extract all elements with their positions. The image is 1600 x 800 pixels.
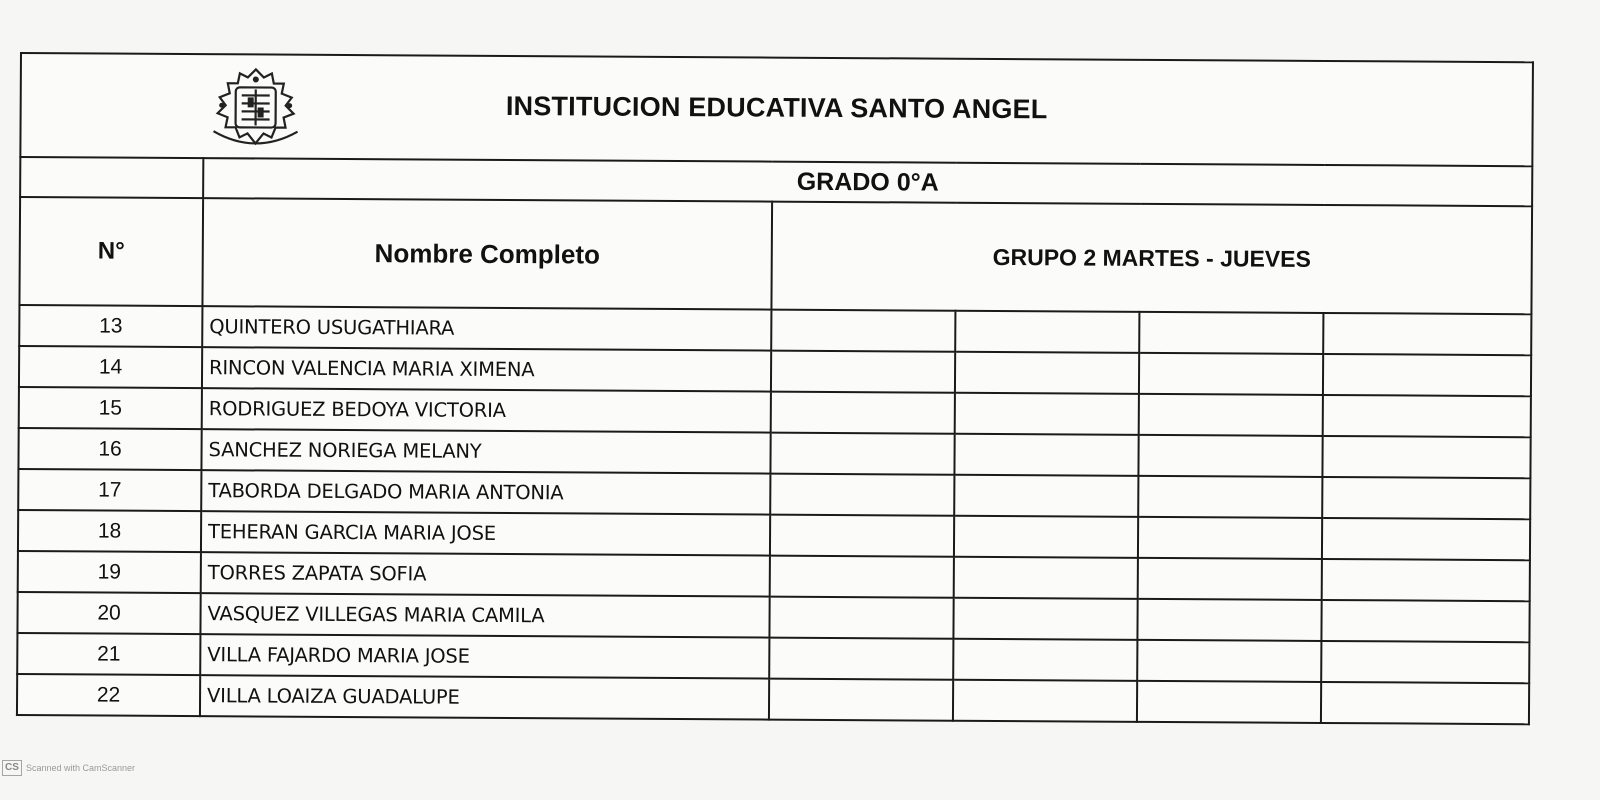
attendance-cell bbox=[1322, 518, 1530, 560]
attendance-cell bbox=[1138, 435, 1322, 477]
attendance-cell bbox=[1139, 312, 1323, 354]
attendance-cell bbox=[953, 680, 1137, 722]
attendance-cell bbox=[1139, 394, 1323, 436]
attendance-cell bbox=[954, 557, 1138, 599]
row-number: 22 bbox=[17, 674, 200, 716]
student-name: SANCHEZ NORIEGA MELANY bbox=[201, 429, 770, 473]
scanner-watermark bbox=[2, 760, 135, 776]
student-name: TABORDA DELGADO MARIA ANTONIA bbox=[201, 470, 770, 514]
attendance-cell bbox=[1323, 395, 1531, 437]
attendance-cell bbox=[1323, 354, 1531, 396]
scanner-text: Scanned with CamScanner bbox=[26, 763, 136, 773]
grade-label: GRADO 0°A bbox=[203, 158, 1532, 206]
student-name: QUINTERO USUGATHIARA bbox=[202, 306, 771, 350]
attendance-cell bbox=[955, 311, 1139, 353]
header-full-name: Nombre Completo bbox=[202, 198, 772, 309]
attendance-cell bbox=[1138, 476, 1322, 518]
student-name: TORRES ZAPATA SOFIA bbox=[201, 552, 770, 596]
attendance-cell bbox=[1323, 313, 1531, 355]
student-name: TEHERAN GARCIA MARIA JOSE bbox=[201, 511, 770, 555]
blank-cell bbox=[20, 157, 203, 198]
attendance-cell bbox=[953, 598, 1137, 640]
student-name: RODRIGUEZ BEDOYA VICTORIA bbox=[202, 388, 771, 432]
attendance-cell bbox=[955, 393, 1139, 435]
attendance-cell bbox=[955, 352, 1139, 394]
attendance-cell bbox=[1137, 681, 1321, 723]
attendance-cell bbox=[1321, 600, 1529, 642]
student-name: VILLA LOAIZA GUADALUPE bbox=[200, 675, 769, 719]
attendance-cell bbox=[769, 679, 953, 721]
attendance-cell bbox=[769, 638, 953, 680]
attendance-cell bbox=[1137, 640, 1321, 682]
row-number: 20 bbox=[17, 592, 200, 634]
attendance-cell bbox=[1322, 436, 1530, 478]
title-row bbox=[20, 53, 1533, 166]
row-number: 14 bbox=[19, 346, 202, 388]
row-number: 18 bbox=[18, 510, 201, 552]
attendance-cell bbox=[1321, 641, 1529, 683]
attendance-cell bbox=[954, 434, 1138, 476]
attendance-cell bbox=[771, 310, 955, 352]
attendance-cell bbox=[1139, 353, 1323, 395]
attendance-table bbox=[16, 52, 1534, 725]
attendance-cell bbox=[771, 392, 955, 434]
attendance-cell bbox=[1137, 599, 1321, 641]
title-cell bbox=[20, 53, 1533, 166]
attendance-cell bbox=[1138, 558, 1322, 600]
attendance-cell bbox=[770, 474, 954, 516]
row-number: 16 bbox=[18, 428, 201, 470]
row-number: 21 bbox=[17, 633, 200, 675]
camscanner-logo-icon: CS bbox=[2, 760, 22, 776]
attendance-cell bbox=[769, 597, 953, 639]
header-number: N° bbox=[19, 197, 203, 306]
attendance-cell bbox=[1322, 477, 1530, 519]
attendance-cell bbox=[953, 639, 1137, 681]
row-number: 13 bbox=[19, 305, 202, 347]
row-number: 17 bbox=[18, 469, 201, 511]
attendance-cell bbox=[954, 475, 1138, 517]
row-number: 19 bbox=[18, 551, 201, 593]
attendance-cell bbox=[1322, 559, 1530, 601]
attendance-cell bbox=[770, 433, 954, 475]
student-name: RINCON VALENCIA MARIA XIMENA bbox=[202, 347, 771, 391]
attendance-cell bbox=[770, 556, 954, 598]
attendance-cell bbox=[771, 351, 955, 393]
row-number: 15 bbox=[19, 387, 202, 429]
attendance-cell bbox=[954, 516, 1138, 558]
attendance-sheet bbox=[16, 52, 1532, 745]
attendance-cell bbox=[1321, 682, 1529, 724]
attendance-cell bbox=[770, 515, 954, 557]
student-name: VILLA FAJARDO MARIA JOSE bbox=[200, 634, 769, 678]
header-group: GRUPO 2 MARTES - JUEVES bbox=[771, 202, 1532, 315]
attendance-cell bbox=[1138, 517, 1322, 559]
student-name: VASQUEZ VILLEGAS MARIA CAMILA bbox=[200, 593, 769, 637]
table-row bbox=[17, 674, 1529, 724]
header-row bbox=[19, 197, 1532, 314]
institution-title: INSTITUCION EDUCATIVA SANTO ANGEL bbox=[505, 90, 1048, 125]
